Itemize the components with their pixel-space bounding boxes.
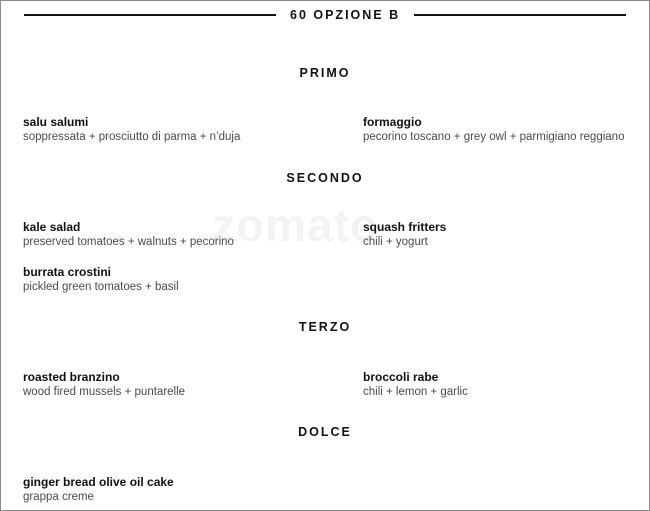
menu-header xyxy=(24,6,626,24)
menu-item-name: ginger bread olive oil cake xyxy=(23,475,174,489)
menu-title: 60 OPZIONE B xyxy=(290,8,401,22)
menu-item-name: broccoli rabe xyxy=(363,370,439,384)
menu-item-description: pickled green tomatoes + basil xyxy=(23,281,179,293)
header-rule-right xyxy=(414,14,626,16)
header-rule-left xyxy=(24,14,276,16)
section-title-secondo: SECONDO xyxy=(286,171,364,185)
menu-item xyxy=(363,220,446,250)
menu-item xyxy=(23,475,174,505)
menu-item-name: squash fritters xyxy=(363,220,447,234)
menu-item xyxy=(23,265,179,295)
menu-item xyxy=(23,370,185,400)
menu-item-description: grappa creme xyxy=(23,491,94,503)
menu-item-description: wood fired mussels + puntarelle xyxy=(23,386,186,398)
section-title-dolce: DOLCE xyxy=(298,425,352,439)
section-title-terzo: TERZO xyxy=(298,320,352,334)
menu-item-description: chili + lemon + garlic xyxy=(363,386,468,398)
menu-item xyxy=(363,370,468,400)
menu-item-description: chili + yogurt xyxy=(363,236,428,248)
menu-item-name: kale salad xyxy=(23,220,81,234)
menu-item-name: salu salumi xyxy=(23,115,89,129)
menu-item xyxy=(23,220,234,250)
menu-item xyxy=(23,115,240,145)
menu-item-description: preserved tomatoes + walnuts + pecorino xyxy=(23,236,234,248)
menu-item-name: formaggio xyxy=(363,115,422,129)
menu-item-name: roasted branzino xyxy=(23,370,120,384)
menu-item xyxy=(363,115,624,145)
menu-item-description: pecorino toscano + grey owl + parmigiano reggiano xyxy=(363,131,625,143)
section-title-primo: PRIMO xyxy=(299,66,351,80)
watermark-logo: zomato xyxy=(212,199,379,251)
menu-item-description: soppressata + prosciutto di parma + n’duja xyxy=(23,131,241,143)
menu-item-name: burrata crostini xyxy=(23,265,112,279)
